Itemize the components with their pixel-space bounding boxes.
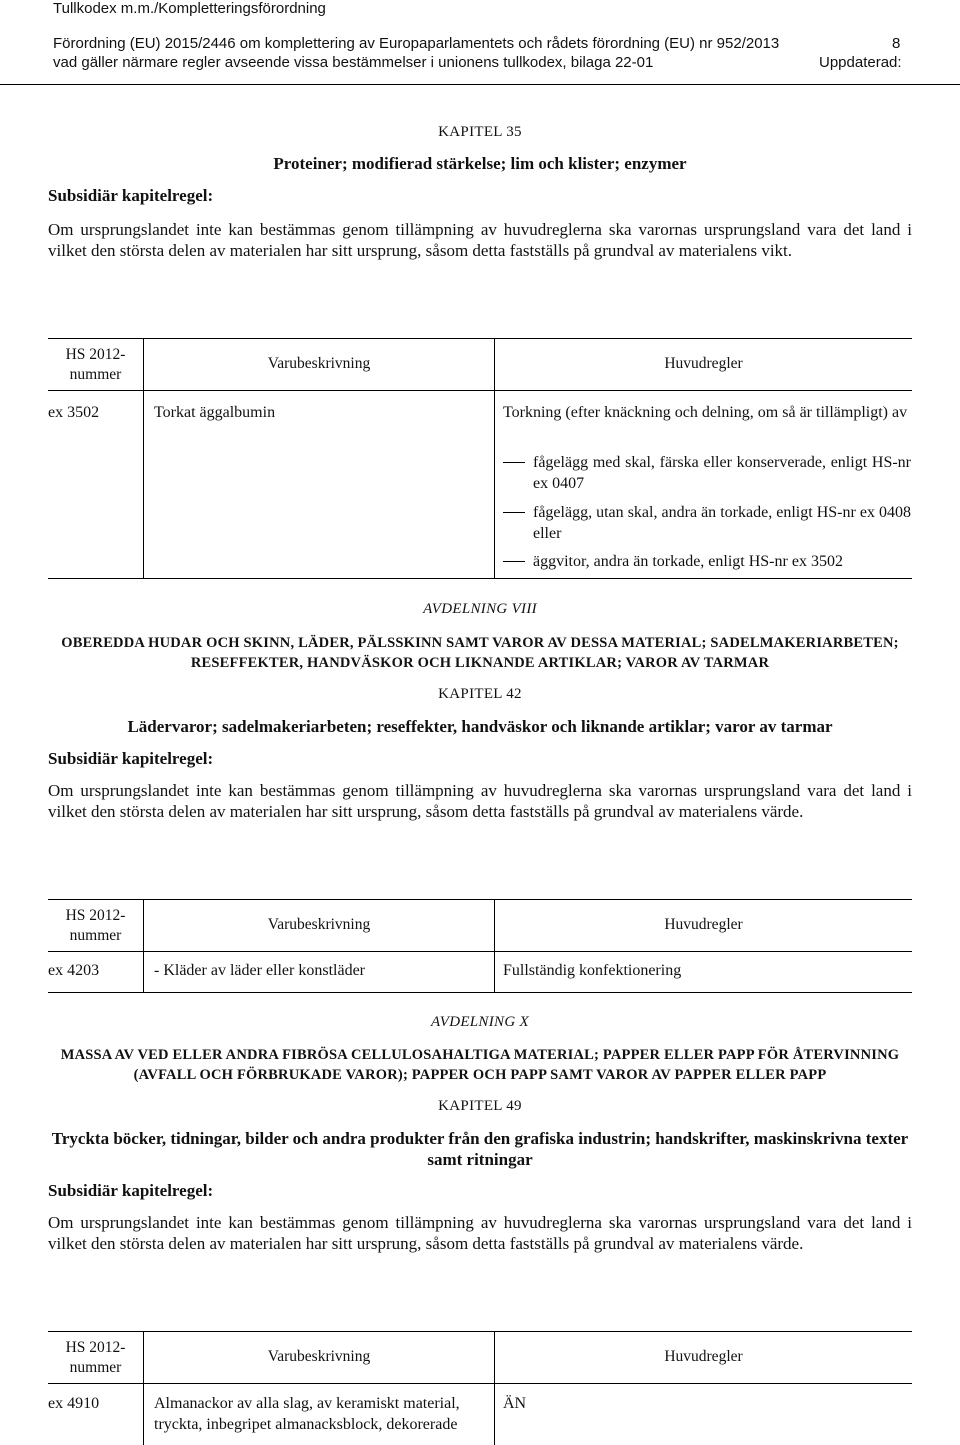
- col-header-hs: HS 2012-nummer: [65, 907, 126, 944]
- dash-bullet: [503, 462, 525, 463]
- table-col-divider: [143, 338, 144, 578]
- table-header-rule: [48, 1383, 912, 1384]
- col-header-desc: Varubeskrivning: [267, 1348, 371, 1365]
- chapter-49-title: Tryckta böcker, tidningar, bilder och andra produkter från den grafiska industrin; handskrifter, maskinskrivna texter samt ritningar: [51, 1129, 909, 1169]
- dash-bullet: [503, 512, 525, 513]
- subsidiary-rule-label-49: Subsidiär kapitelregel:: [48, 1181, 214, 1200]
- division-x-title: MASSA AV VED ELLER ANDRA FIBRÖSA CELLULOSAHALTIGA MATERIAL; PAPPER ELLER PAPP FÖR ÅTERVINNING (AVFALL OCH FÖRBRUKADE VAROR); PAPPER OCH PAPP SAMT VAROR AV PAPPER ELLER PAPP: [60, 1047, 900, 1083]
- col-header-desc: Varubeskrivning: [267, 916, 371, 933]
- col-header-hs: HS 2012-nummer: [65, 346, 126, 383]
- subsidiary-rule-text-42: Om ursprungslandet inte kan bestämmas genom tillämpning av huvudreglerna ska varornas ursprungsland vara det land i vilket den största delen av materialen har sitt ursprung, såsom detta fastställs på grundval av materialens värde.: [48, 781, 912, 821]
- rule-list-item-text: fågelägg, utan skal, andra än torkade, enligt HS-nr ex 0408 eller: [533, 504, 911, 542]
- rule-list-item-text: äggvitor, andra än torkade, enligt HS-nr ex 3502: [533, 553, 843, 570]
- table-bottom-rule: [48, 992, 912, 993]
- rules-table-49: [48, 1331, 912, 1445]
- updated-label: Uppdaterad:: [819, 54, 902, 71]
- row-hs-code: ex 4910: [48, 1395, 100, 1412]
- rule-list-item: [503, 551, 911, 572]
- chapter-42-heading: KAPITEL 42: [438, 686, 522, 702]
- division-x-heading: AVDELNING X: [431, 1014, 529, 1030]
- rule-list-item: [503, 452, 911, 494]
- table-top-rule: [48, 899, 912, 900]
- running-header-title: Tullkodex m.m./Kompletteringsförordning: [53, 0, 326, 17]
- header-divider: [0, 84, 960, 85]
- row-hs-code: ex 4203: [48, 962, 100, 979]
- row-rule-intro: Torkning (efter knäckning och delning, om så är tillämpligt) av: [503, 404, 908, 421]
- col-header-rules: Huvudregler: [664, 1348, 743, 1365]
- table-top-rule: [48, 1331, 912, 1332]
- subsidiary-rule-text-49: Om ursprungslandet inte kan bestämmas genom tillämpning av huvudreglerna ska varornas ursprungsland vara det land i vilket den största delen av materialen har sitt ursprung, såsom detta fastställs på grundval av materialens värde.: [48, 1213, 912, 1253]
- subsidiary-rule-label-42: Subsidiär kapitelregel:: [48, 749, 214, 768]
- dash-bullet: [503, 561, 525, 562]
- chapter-42-title: Lädervaror; sadelmakeriarbeten; reseffekter, handväskor och liknande artiklar; varor av tarmar: [127, 717, 833, 736]
- subsidiary-rule-label-35: Subsidiär kapitelregel:: [48, 186, 214, 205]
- row-description: Almanackor av alla slag, av keramiskt material, tryckta, inbegripet almanacksblock, dekorerade: [154, 1395, 460, 1433]
- row-description: - Kläder av läder eller konstläder: [154, 962, 366, 979]
- division-viii-title: OBEREDDA HUDAR OCH SKINN, LÄDER, PÄLSSKINN SAMT VAROR AV DESSA MATERIAL; SADELMAKERIARBETEN; RESEFFEKTER, HANDVÄSKOR OCH LIKNANDE ARTIKLAR; VAROR AV TARMAR: [61, 635, 899, 671]
- page-number: 8: [892, 35, 901, 52]
- col-header-desc: Varubeskrivning: [267, 355, 371, 372]
- col-header-rules: Huvudregler: [664, 916, 743, 933]
- table-header-rule: [48, 390, 912, 391]
- table-col-divider: [143, 899, 144, 992]
- table-bottom-rule: [48, 578, 912, 579]
- division-viii-heading: AVDELNING VIII: [423, 601, 537, 617]
- row-description: Torkat äggalbumin: [154, 404, 276, 421]
- rule-list-item: [503, 502, 911, 544]
- col-header-hs: HS 2012-nummer: [65, 1339, 126, 1376]
- regulation-title-line-1: Förordning (EU) 2015/2446 om komplettering av Europaparlamentets och rådets förordning (EU) nr 952/2013: [53, 35, 780, 52]
- rules-table-35: [48, 338, 912, 580]
- rule-list-item-text: fågelägg med skal, färska eller konserverade, enligt HS-nr ex 0407: [533, 454, 911, 492]
- subsidiary-rule-text-35: Om ursprungslandet inte kan bestämmas genom tillämpning av huvudreglerna ska varornas ursprungsland vara det land i vilket den största delen av materialen har sitt ursprung, såsom detta fastställs på grundval av materialens vikt.: [48, 220, 912, 260]
- chapter-35-heading: KAPITEL 35: [438, 124, 522, 140]
- chapter-35-title: Proteiner; modifierad stärkelse; lim och klister; enzymer: [273, 154, 687, 173]
- table-header-rule: [48, 951, 912, 952]
- table-col-divider: [494, 899, 495, 992]
- table-top-rule: [48, 338, 912, 339]
- col-header-rules: Huvudregler: [664, 355, 743, 372]
- rules-table-42: [48, 899, 912, 994]
- row-hs-code: ex 3502: [48, 404, 100, 421]
- table-col-divider: [494, 338, 495, 578]
- row-rule: ÄN: [503, 1395, 527, 1412]
- chapter-49-heading: KAPITEL 49: [438, 1098, 522, 1114]
- regulation-title-line-2: vad gäller närmare regler avseende vissa bestämmelser i unionens tullkodex, bilaga 22-01: [53, 54, 654, 71]
- row-rule: Fullständig konfektionering: [503, 962, 682, 979]
